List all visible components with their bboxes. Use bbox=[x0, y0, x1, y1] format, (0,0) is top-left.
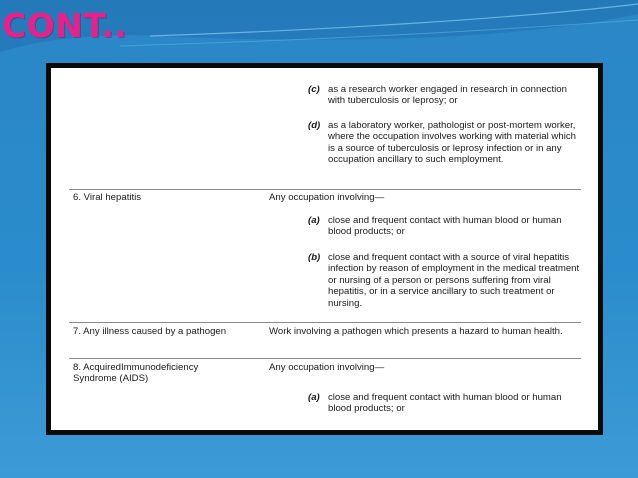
item-marker: (c) bbox=[308, 84, 320, 95]
disease-cell: 7. Any illness caused by a pathogen bbox=[73, 326, 227, 337]
disease-cell: 6. Viral hepatitis bbox=[73, 192, 142, 203]
item-marker: (d) bbox=[308, 120, 321, 131]
document-page bbox=[51, 68, 598, 430]
item-marker: (a) bbox=[308, 392, 320, 403]
occupation-cell: Work involving a pathogen which presents a hazard to human health. bbox=[269, 326, 563, 337]
slide-title: CONT.. bbox=[2, 6, 128, 45]
item-text: close and frequent contact with human blood or human blood products; or bbox=[328, 215, 562, 238]
item-marker: (a) bbox=[308, 215, 320, 226]
table-divider bbox=[69, 358, 581, 359]
item-text: as a laboratory worker, pathologist or post-mortem worker, where the occupation involves working with material which is a source of tuberculosis or leprosy infection or in any occupation ancillary to such employment. bbox=[328, 120, 576, 166]
table-divider bbox=[69, 189, 581, 190]
item-text: as a research worker engaged in research in connection with tuberculosis or leprosy; or bbox=[328, 84, 567, 107]
disease-cell: 8. AcquiredImmunodeficiency Syndrome (AIDS) bbox=[73, 362, 199, 385]
item-marker: (b) bbox=[308, 252, 321, 263]
occupation-cell: Any occupation involving— bbox=[269, 362, 385, 373]
occupation-cell: Any occupation involving— bbox=[269, 192, 385, 203]
item-text: close and frequent contact with human blood or human blood products; or bbox=[328, 392, 562, 415]
item-text: close and frequent contact with a source of viral hepatitis infection by reason of employment in the medical treatment or nursing of a person or persons suffering from viral hepatitis, or in a service ancillary to such treatment or nursing. bbox=[328, 252, 580, 309]
table-divider bbox=[69, 322, 581, 323]
document-frame bbox=[46, 63, 603, 435]
